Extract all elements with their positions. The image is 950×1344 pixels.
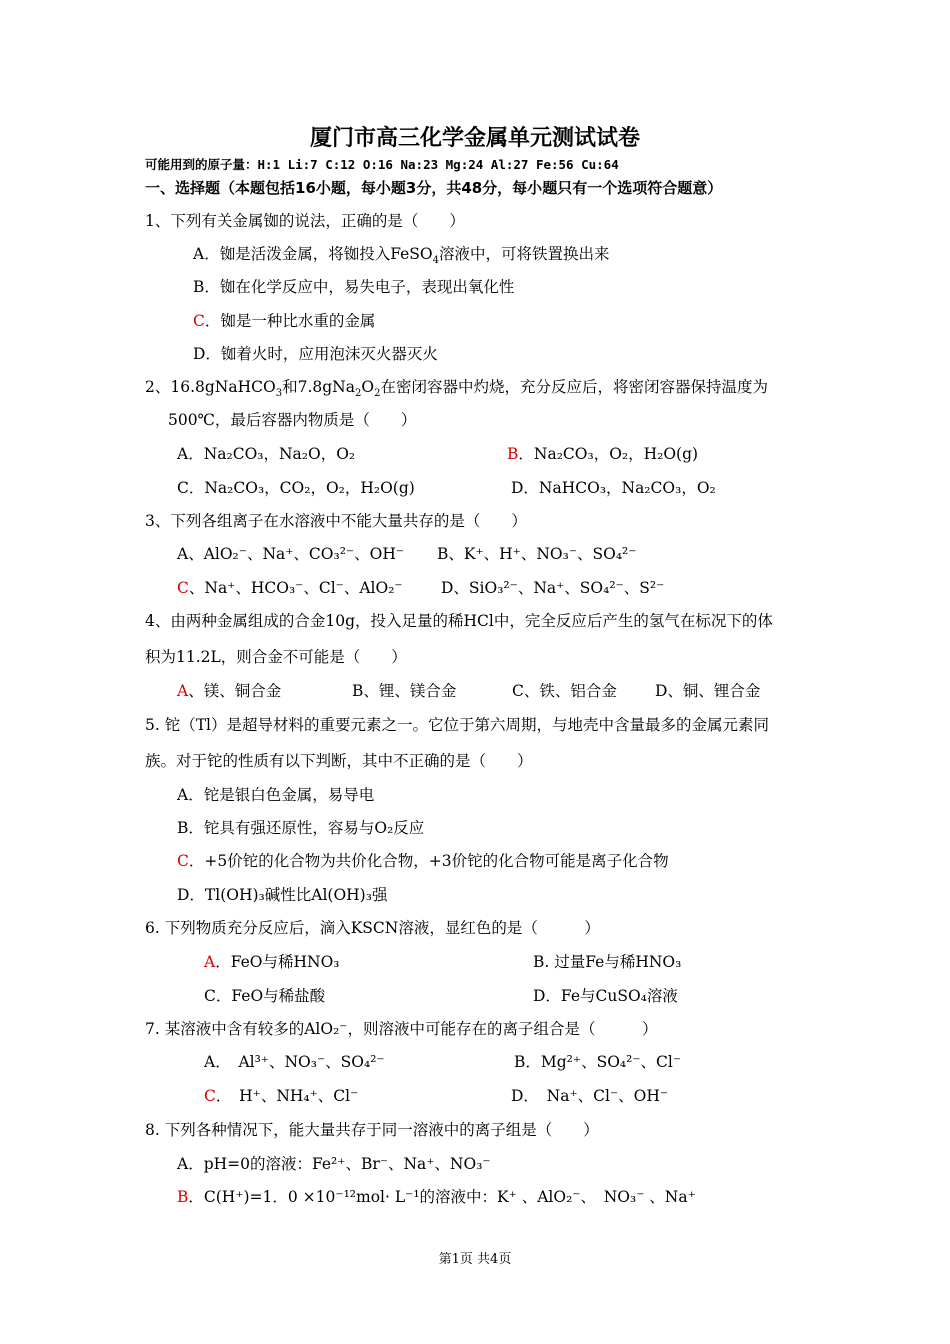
q8-option-b: B．C(H⁺)=1．0 ×10⁻¹²mol· L⁻¹的溶液中：K⁺ 、AlO₂⁻、 NO₃⁻ 、Na⁺	[177, 1188, 696, 1206]
q5-option-c: C．+5价铊的化合物为共价化合物，+3价铊的化合物可能是离子化合物	[177, 852, 669, 870]
page-footer: 第1页 共4页	[438, 1252, 512, 1267]
q8-stem: 8. 下列各种情况下，能大量共存于同一溶液中的离子组是（ ）	[145, 1121, 599, 1139]
q5-option-d: D．Tl(OH)₃碱性比Al(OH)₃强	[177, 886, 388, 904]
q1-stem: 1、下列有关金属铷的说法，正确的是（ ）	[145, 212, 465, 230]
q4-option-b: B、锂、镁合金	[352, 682, 457, 700]
q7-option-d: D． Na⁺、Cl⁻、OH⁻	[511, 1087, 669, 1105]
page-title: 厦门市高三化学金属单元测试试卷	[309, 126, 640, 151]
q5-stem-line2: 族。对于铊的性质有以下判断，其中不正确的是（ ）	[145, 752, 533, 770]
q1-option-c: C．铷是一种比水重的金属	[193, 312, 376, 330]
q4-option-d: D、铜、锂合金	[655, 682, 761, 700]
q7-option-a: A． Al³⁺、NO₃⁻、SO₄²⁻	[204, 1053, 385, 1071]
q5-stem: 5. 铊（Tl）是超导材料的重要元素之一。它位于第六周期，与地壳中含量最多的金属元素同	[145, 716, 770, 734]
answer-mark: A	[204, 953, 216, 971]
q4-option-a: A、镁、铜合金	[177, 682, 282, 700]
q2-stem: 2、16.8gNaHCO$_3$和$7.8gNa_2O_2$在密闭容器中灼烧，充分反应后，将密闭容器保持温度为	[145, 378, 769, 400]
q5-option-b: B．铊具有强还原性，容易与O₂反应	[177, 819, 425, 837]
section-heading: 一、选择题（本题包括16小题，每小题3分，共48分，每小题只有一个选项符合题意）	[145, 179, 723, 197]
q6-option-c: C．FeO与稀盐酸	[204, 987, 326, 1005]
q3-stem: 3、下列各组离子在水溶液中不能大量共存的是（ ）	[145, 512, 527, 530]
q3-option-a: A、AlO₂⁻、Na⁺、CO₃²⁻、OH⁻	[177, 545, 405, 563]
q4-stem-line2: 积为11.2L，则合金不可能是（ ）	[145, 648, 407, 666]
q5-option-a: A．铊是银白色金属，易导电	[177, 786, 375, 804]
q7-option-b: B．Mg²⁺、SO₄²⁻、Cl⁻	[514, 1053, 682, 1071]
q4-option-c: C、铁、铝合金	[512, 682, 617, 700]
answer-mark: C	[193, 312, 205, 330]
q2-option-b: B．Na₂CO₃，O₂，H₂O(g)	[507, 445, 699, 463]
answer-mark: C	[177, 579, 189, 597]
q8-option-a: A．pH=0的溶液：Fe²⁺、Br⁻、Na⁺、NO₃⁻	[177, 1155, 491, 1173]
answer-mark: C	[177, 852, 189, 870]
q7-option-c: C． H⁺、NH₄⁺、Cl⁻	[204, 1087, 359, 1105]
q4-stem: 4、由两种金属组成的合金10g，投入足量的稀HCl中，完全反应后产生的氢气在标况下的体	[145, 612, 773, 630]
answer-mark: C	[204, 1087, 216, 1105]
q2-option-d: D．NaHCO₃，Na₂CO₃，O₂	[511, 479, 716, 497]
answer-mark: B	[177, 1188, 189, 1206]
q6-option-a: A．FeO与稀HNO₃	[204, 953, 340, 971]
q1-option-d: D．铷着火时，应用泡沫灭火器灭火	[193, 345, 438, 363]
q3-option-c: C、Na⁺、HCO₃⁻、Cl⁻、AlO₂⁻	[177, 579, 403, 597]
answer-mark: B	[507, 445, 519, 463]
q2-option-c: C．Na₂CO₃，CO₂，O₂，H₂O(g)	[177, 479, 415, 497]
atomic-masses: 可能用到的原子量：H:1 Li:7 C:12 O:16 Na:23 Mg:24 Al:27 Fe:56 Cu:64	[145, 157, 619, 172]
q2-option-a: A．Na₂CO₃，Na₂O，O₂	[177, 445, 356, 463]
q3-option-b: B、K⁺、H⁺、NO₃⁻、SO₄²⁻	[437, 545, 637, 563]
q1-option-a: A．铷是活泼金属，将铷投入FeSO$_4$溶液中，可将铁置换出来	[193, 245, 610, 267]
q6-stem: 6. 下列物质充分反应后，滴入KSCN溶液，显红色的是（ ）	[145, 919, 600, 937]
q2-stem-line2: 500℃，最后容器内物质是（ ）	[168, 411, 417, 429]
answer-mark: A	[177, 682, 189, 700]
q6-option-d: D．Fe与CuSO₄溶液	[533, 987, 678, 1005]
q6-option-b: B. 过量Fe与稀HNO₃	[533, 953, 682, 971]
q3-option-d: D、SiO₃²⁻、Na⁺、SO₄²⁻、S²⁻	[441, 579, 665, 597]
q7-stem: 7. 某溶液中含有较多的AlO₂⁻，则溶液中可能存在的离子组合是（ ）	[145, 1020, 658, 1038]
q1-option-b: B．铷在化学反应中，易失电子，表现出氧化性	[193, 278, 515, 296]
